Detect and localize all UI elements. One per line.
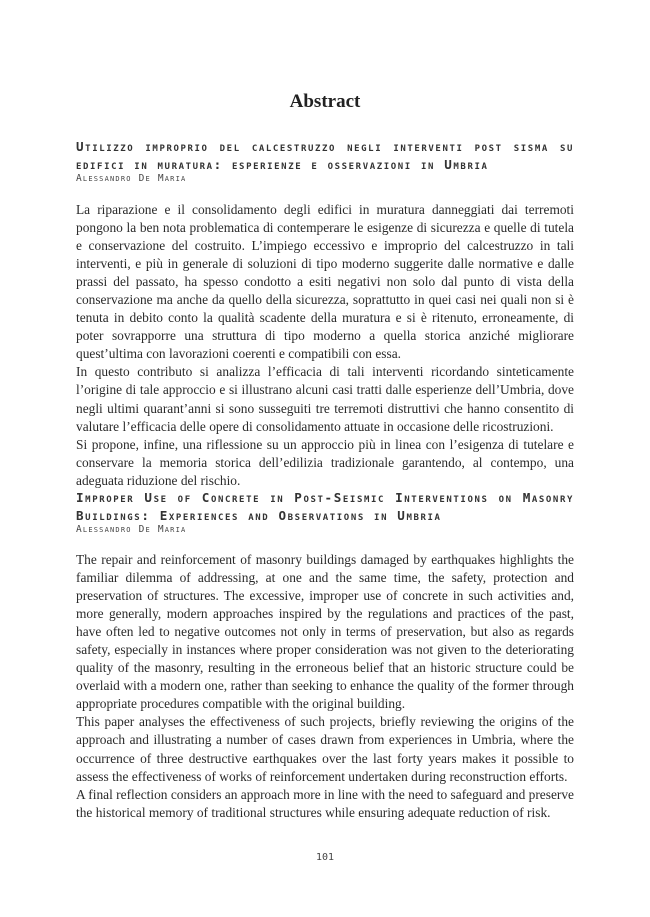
section-body <box>76 551 574 822</box>
page-number: 101 <box>315 852 335 863</box>
paragraph: A final reflection considers an approach more in line with the need to safeguard and preserve the historical memory of traditional structures while ensuring adequate reduction of risk. <box>76 786 574 820</box>
paragraph: The repair and reinforcement of masonry buildings damaged by earthquakes highlights the familiar dilemma of addressing, at one and the same time, the safety, protection and preservation of structures. The excessive, improper use of concrete in such activities and, more generally, modern approaches inspired by the regulations and practices of the past, have often led to negative outcomes not only in terms of preservation, but also as regards safety, especially in instances where proper consideration was not given to the deteriorating quality of the masonry, resulting in the erroneous belief that an historic structure could be overlaid with a modern one, rather than seeking to enhance the quality of the former through appropriate procedures compatible with the original building. <box>76 552 574 712</box>
paragraph: This paper analyses the effectiveness of such projects, briefly reviewing the origins of the approach and illustrating a number of cases drawn from experiences in Umbria, where the occurrence of three destructive earthquakes over the last forty years makes it possible to assess the effectiveness of works of reinforcement undertaken during reconstruction efforts. <box>76 714 574 784</box>
paragraph: In questo contributo si analizza l’efficacia di tali interventi ricordando sinteticamente l’origine di tale approccio e si illustrano alcuni casi tratti dalle esperienze dell’Umbria, dove negli ultimi quarant’anni si sono susseguiti tre terremoti distruttivi che hanno consentito di valutare l’efficacia delle opere di consolidamento attuate in occasione delle ricostruzioni. <box>76 364 574 434</box>
paragraph: Si propone, infine, una riflessione su un approccio più in linea con l’esigenza di tutelare e conservare la memoria storica dell’edilizia tradizionale garantendo, al contempo, una adeguata riduzione del rischio. <box>76 436 574 488</box>
section-author: Alessandro De Maria <box>76 524 187 535</box>
paragraph: La riparazione e il consolidamento degli edifici in muratura danneggiati dai terremoti pongono la ben nota problematica di contemperare le esigenze di sicurezza e quelle di tutela e conservazione del costruito. L’impiego eccessivo e improprio del calcestruzzo in tali interventi, e più in generale di soluzioni di tipo moderno suggerite dalle normative e dalle prassi del passato, ha spesso condotto a esiti negativi non solo dal punto di vista della conservazione ma anche da quello della sicurezza, soprattutto in quei casi nei quali non si è tenuta in debito conto la qualità scadente della muratura e si è ritenuto, erroneamente, di poter sovrapporre una struttura di tipo moderno a quella storica anziché migliorare quest’ultima con lavorazioni coerenti e compatibili con essa. <box>76 202 574 362</box>
section-author: Alessandro De Maria <box>76 173 187 184</box>
page-heading: Abstract <box>289 91 361 112</box>
section-title: Utilizzo improprio del calcestruzzo negli interventi post sisma su edifici in muratura: esperienze e osservazioni in Umbria <box>76 139 574 172</box>
section-title: Improper Use of Concrete in Post-Seismic Interventions on Masonry Buildings: Experiences and Observations in Umbria <box>76 490 574 523</box>
section-body <box>76 201 574 490</box>
abstract-section-italian <box>76 138 574 490</box>
abstract-section-english <box>76 489 574 822</box>
